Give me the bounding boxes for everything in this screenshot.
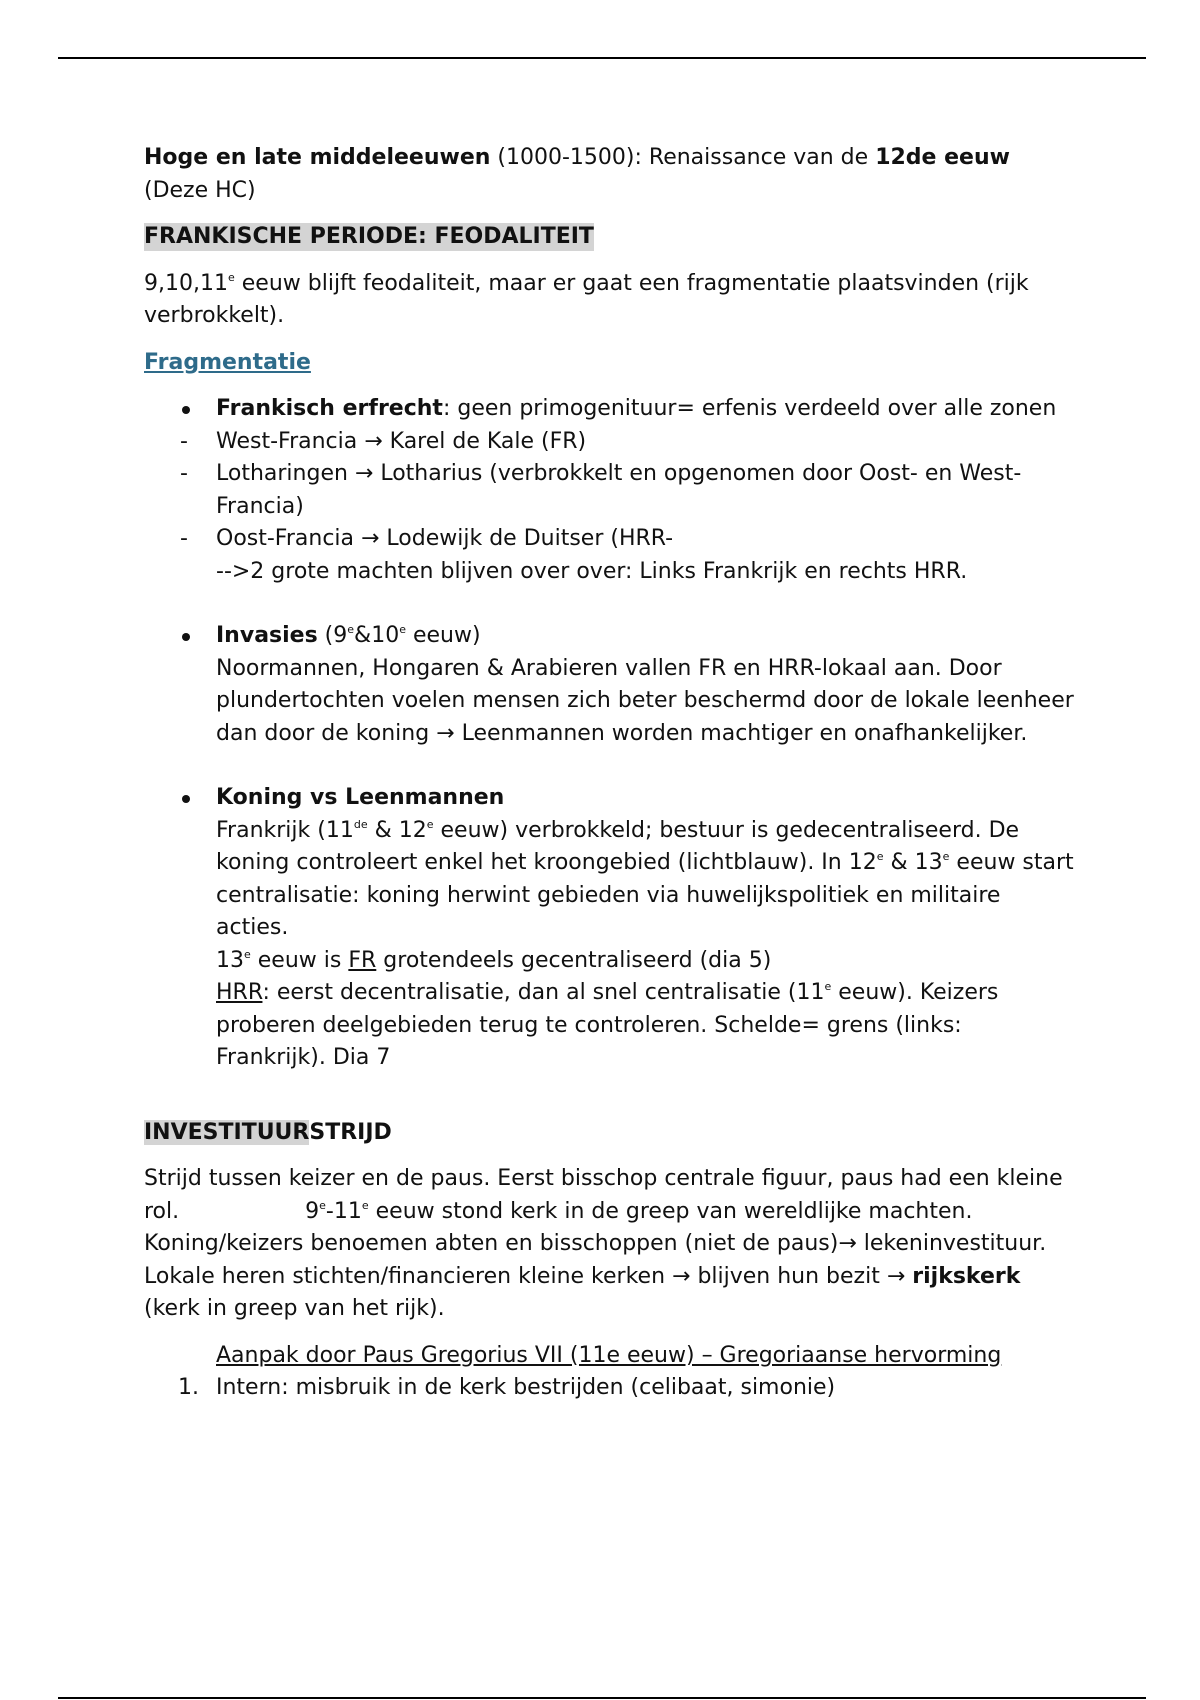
dash-text: Oost-Francia → Lodewijk de Duitser (HRR- (216, 526, 674, 551)
bullet-title: Koning vs Leenmannen (216, 785, 505, 810)
invest-p2c: eeuw stond kerk in de greep van wereldlijke machten. Koning/keizers benoemen abten en bisschoppen (niet de paus)→ lekeninvestituur. Lokale heren stichten/financieren kleine kerken → blijven hun bezit → (144, 1198, 1047, 1289)
bullet-frankisch-erfrecht (144, 393, 1074, 426)
koning-a1: Frankrijk (11 (216, 817, 354, 843)
bullet-title: Invasies (216, 623, 318, 648)
fragmentatie-list (144, 393, 1074, 1075)
dash-item-lotharingen (144, 458, 1074, 523)
koning-c1-sup: e (824, 980, 832, 993)
dash-item-oost-francia (144, 523, 1074, 588)
koning-b1: 13 (216, 947, 244, 973)
koning-b1-sup: e (244, 947, 251, 961)
aanpak-list (144, 1372, 1074, 1405)
list-gap (144, 588, 1074, 620)
aanpak-text: Aanpak door Paus Gregorius VII (11e eeuw) – Gregoriaanse hervorming (216, 1342, 1002, 1368)
koning-a2: & 12 (367, 817, 427, 843)
dash-text-continuation: -->2 grote machten blijven over over: Links Frankrijk en rechts HRR. (216, 558, 968, 584)
dash-text: West-Francia → Karel de Kale (FR) (216, 428, 587, 454)
frankish-heading-text: FRANKISCHE PERIODE: FEODALITEIT (144, 224, 594, 249)
invest-p2-sup1: e (319, 1198, 326, 1212)
bullet-dot (182, 406, 190, 414)
investituur-paragraph (144, 1163, 1074, 1326)
intro-bold-2: 12de eeuw (875, 145, 1010, 170)
dash-marker: - (180, 428, 188, 454)
bullet-dot (182, 795, 190, 803)
document-body (144, 142, 1074, 1405)
koning-a5: eeuw start centralisatie: koning herwint gebieden via huwelijkspolitiek en militaire acties. (216, 850, 1074, 940)
dash-marker: - (180, 526, 188, 551)
bullet-title: Frankisch erfrecht (216, 396, 443, 421)
invest-rijkskerk: rijkskerk (912, 1263, 1021, 1289)
bullet-dot (182, 633, 190, 641)
dash-item-west-francia (144, 426, 1074, 459)
invest-p2a: 9 (305, 1198, 320, 1224)
frankish-paragraph (144, 268, 1074, 333)
koning-fr-underlined: FR (348, 947, 377, 973)
koning-c2: eeuw). Keizers proberen deelgebieden terug te controleren. Schelde= grens (links: Frankrijk). Dia 7 (216, 980, 999, 1070)
intro-paragraph (144, 142, 1074, 207)
bullet-koning-vs-leenmannen (144, 782, 1074, 1075)
koning-paragraph-2 (216, 948, 771, 973)
koning-a1-sup: de (353, 817, 368, 831)
invasies-t-pre: (9 (317, 623, 348, 648)
bottom-rule (58, 1697, 1146, 1699)
invest-p2-sup2: e (361, 1198, 369, 1212)
intro-bold-1: Hoge en late middeleeuwen (144, 145, 491, 170)
bullet-invasies (144, 620, 1074, 750)
koning-b2: eeuw is (250, 947, 349, 973)
koning-a3-sup: e (876, 850, 884, 863)
bullet-body: Noormannen, Hongaren & Arabieren vallen FR en HRR-lokaal aan. Door plundertochten voelen mensen zich beter beschermd door de lokale leenheer dan door de koning → Leenmannen worden machtiger en onafhankelijker. (216, 655, 1074, 746)
investituur-heading-rest: STRIJD (309, 1119, 392, 1145)
koning-a4: & 13 (883, 850, 943, 875)
koning-a3: eeuw) verbrokkeld; bestuur is gedecentraliseerd. De koning controleert enkel het kroongebied (lichtblauw). In 12 (216, 817, 1020, 875)
list-gap (144, 750, 1074, 782)
koning-paragraph-3 (216, 980, 998, 1070)
koning-hrr-underlined: HRR (216, 980, 263, 1005)
dash-marker: - (180, 461, 188, 486)
list-item-text: Intern: misbruik in de kerk bestrijden (celibaat, simonie) (216, 1375, 836, 1400)
section-heading-frankish (144, 221, 1074, 254)
aanpak-item-1 (144, 1372, 1074, 1405)
invasies-sup-2: e (399, 623, 406, 636)
frankish-p-sup: e (227, 270, 235, 284)
koning-a2-sup: e (426, 817, 434, 831)
invest-p2b: -11 (325, 1198, 362, 1224)
invasies-sup-1: e (347, 623, 355, 636)
dash-text: Lotharingen → Lotharius (verbrokkelt en opgenomen door Oost- en West-Francia) (216, 461, 1022, 519)
aanpak-heading (144, 1340, 1074, 1373)
koning-b3: grotendeels gecentraliseerd (dia 5) (376, 947, 772, 973)
invasies-t-post: eeuw) (405, 623, 481, 648)
koning-a4-sup: e (942, 850, 950, 863)
invest-p2d: (kerk in greep van het rijk). (144, 1296, 445, 1321)
intro-text-1: (1000-1500): Renaissance van de (490, 145, 876, 170)
bullet-text: : geen primogenituur= erfenis verdeeld over alle zonen (442, 396, 1057, 421)
subheading-fragmentatie (144, 347, 1074, 380)
frankish-p-pre: 9,10,11 (144, 270, 228, 296)
top-rule (58, 57, 1146, 59)
frankish-p-post: eeuw blijft feodaliteit, maar er gaat een fragmentatie plaatsvinden (rijk verbrokkelt). (144, 270, 1029, 328)
fragmentatie-heading-text: Fragmentatie (144, 349, 311, 375)
koning-c1: : eerst decentralisatie, dan al snel centralisatie (11 (262, 980, 825, 1005)
invasies-t-mid: &10 (354, 623, 400, 648)
list-number: 1. (178, 1375, 199, 1400)
investituur-heading-highlight: INVESTITUUR (144, 1119, 310, 1145)
invest-p1: Strijd tussen keizer en de paus. Eerst bisschop centrale figuur, paus had een kleine rol. (144, 1166, 1063, 1224)
intro-text-2: (Deze HC) (144, 177, 256, 203)
koning-paragraph-1 (216, 818, 1074, 941)
section-heading-investituur (144, 1117, 1074, 1150)
